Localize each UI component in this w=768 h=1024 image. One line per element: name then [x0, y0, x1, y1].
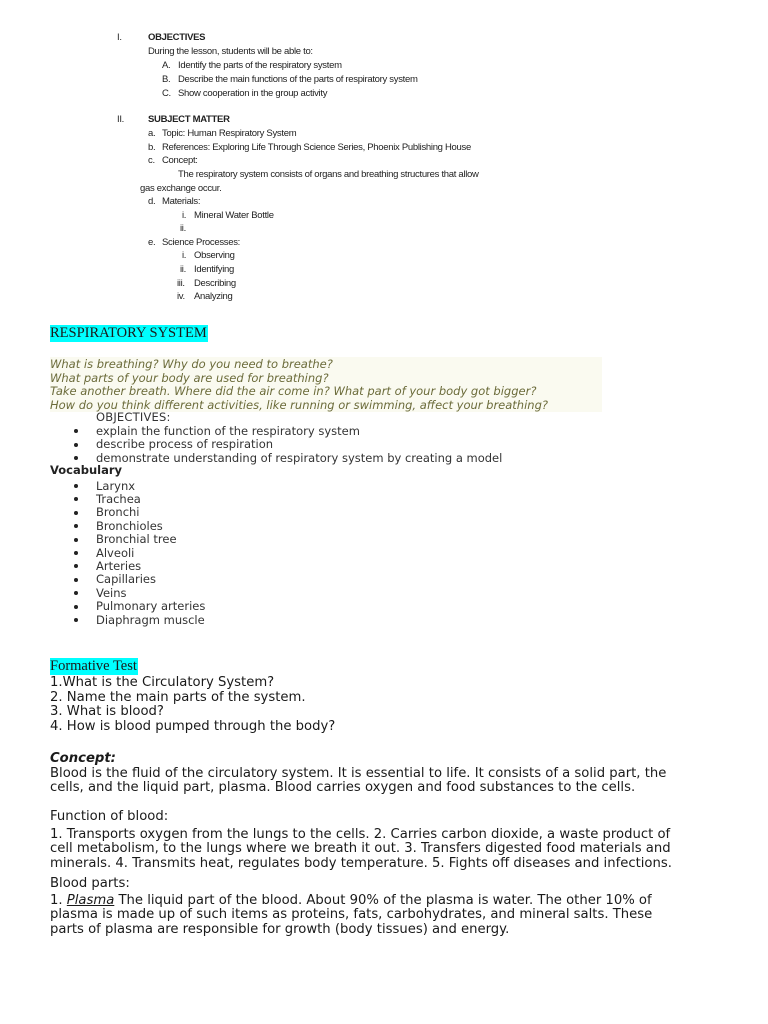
bullet-icon	[74, 578, 78, 582]
objective-text: Identify the parts of the respiratory system	[178, 60, 342, 71]
subject-label: d.	[148, 196, 156, 207]
warmup-question: What parts of your body are used for breathing?	[50, 371, 329, 385]
vocab-item: Alveoli	[96, 546, 135, 560]
plasma-term: Plasma	[66, 893, 115, 908]
plasma-line: plasma is made up of such items as proteins, fats, carbohydrates, and mineral salts. These	[50, 907, 653, 922]
bullet-icon	[74, 484, 78, 488]
concept-title: Concept:	[50, 751, 116, 766]
objective-label: C.	[162, 88, 171, 99]
respiratory-heading: RESPIRATORY SYSTEM	[50, 325, 207, 341]
formative-question: 4. How is blood pumped through the body?	[50, 719, 336, 734]
vocab-item: Larynx	[96, 479, 136, 493]
bullet-icon	[74, 511, 78, 515]
objective-text: Show cooperation in the group activity	[178, 88, 328, 99]
warmup-question: Take another breath. Where did the air come in? What part of your body got bigger?	[50, 384, 537, 398]
bullet-icon	[74, 551, 78, 555]
subject-references: References: Exploring Life Through Science Series, Phoenix Publishing House	[162, 142, 471, 153]
concept-text: The respiratory system consists of organs and breathing structures that allow	[178, 169, 479, 180]
subject-label: c.	[148, 155, 155, 166]
vocab-item: Trachea	[96, 492, 141, 506]
section-2-title: SUBJECT MATTER	[148, 114, 230, 125]
process-label: iv.	[177, 291, 185, 302]
function-line: 1. Transports oxygen from the lungs to the cells. 2. Carries carbon dioxide, a waste product of	[50, 827, 671, 842]
process-label: i.	[182, 250, 187, 261]
objective-item: explain the function of the respiratory system	[96, 424, 360, 438]
vocab-item: Pulmonary arteries	[96, 599, 206, 613]
material-label: ii.	[180, 223, 186, 234]
warmup-question: What is breathing? Why do you need to breathe?	[50, 357, 333, 371]
function-line: minerals. 4. Transmits heat, regulates body temperature. 5. Fights off diseases and infections.	[50, 856, 672, 871]
concept-text: gas exchange occur.	[140, 183, 222, 194]
bullet-icon	[74, 618, 78, 622]
section-1-intro: During the lesson, students will be able to:	[148, 46, 313, 57]
objective-label: A.	[162, 60, 171, 71]
objective-label: B.	[162, 74, 171, 85]
plasma-number: 1.	[50, 893, 63, 908]
plasma-line	[50, 893, 652, 908]
vocabulary-title: Vocabulary	[50, 463, 123, 477]
concept-line: Blood is the fluid of the circulatory system. It is essential to life. It consists of a solid part, the	[50, 766, 667, 781]
process-text: Analyzing	[194, 291, 233, 302]
bullet-icon	[74, 591, 78, 595]
material-text: Mineral Water Bottle	[194, 210, 274, 221]
subject-concept: Concept:	[162, 155, 198, 166]
vocab-item: Bronchioles	[96, 519, 163, 533]
bullet-icon	[74, 524, 78, 528]
subject-processes: Science Processes:	[162, 237, 241, 248]
bullet-icon	[74, 497, 78, 501]
objective-item: demonstrate understanding of respiratory system by creating a model	[96, 451, 503, 465]
objective-text: Describe the main functions of the parts of respiratory system	[178, 74, 418, 85]
subject-materials: Materials:	[162, 196, 201, 207]
function-title: Function of blood:	[50, 809, 169, 824]
concept-line: cells, and the liquid part, plasma. Blood carries oxygen and food substances to the cells.	[50, 780, 636, 795]
vocab-item: Bronchi	[96, 505, 140, 519]
section-1-title: OBJECTIVES	[148, 32, 206, 43]
process-text: Describing	[194, 278, 236, 289]
vocab-item: Arteries	[96, 559, 142, 573]
bullet-icon	[74, 564, 78, 568]
process-label: ii.	[180, 264, 186, 275]
formative-heading: Formative Test	[50, 658, 137, 674]
material-label: i.	[182, 210, 187, 221]
bullet-icon	[74, 429, 78, 433]
objectives-title: OBJECTIVES:	[96, 410, 171, 424]
warmup-question: How do you think different activities, like running or swimming, affect your breathing?	[50, 398, 548, 412]
bullet-icon	[74, 456, 78, 460]
formative-question: 1.What is the Circulatory System?	[50, 675, 275, 690]
subject-label: e.	[148, 237, 156, 248]
plasma-definition: The liquid part of the blood. About 90% of the plasma is water. The other 10% of	[114, 893, 652, 908]
function-line: cell metabolism, to the lungs where we breath it out. 3. Transfers digested food materials and	[50, 841, 671, 856]
formative-question: 2. Name the main parts of the system.	[50, 690, 306, 705]
subject-label: a.	[148, 128, 156, 139]
bullet-icon	[74, 605, 78, 609]
process-text: Identifying	[194, 264, 235, 275]
objective-item: describe process of respiration	[96, 437, 274, 451]
bullet-icon	[74, 538, 78, 542]
vocab-item: Bronchial tree	[96, 532, 177, 546]
blood-parts-title: Blood parts:	[50, 876, 130, 891]
vocab-item: Diaphragm muscle	[96, 613, 205, 627]
section-2-number: II.	[117, 114, 125, 125]
plasma-line: parts of plasma are responsible for growth (body tissues) and energy.	[50, 922, 510, 937]
process-text: Observing	[194, 250, 235, 261]
section-1-number: I.	[117, 32, 122, 43]
subject-topic: Topic: Human Respiratory System	[162, 128, 297, 139]
vocab-item: Veins	[96, 586, 127, 600]
formative-question: 3. What is blood?	[50, 704, 164, 719]
process-label: iii.	[177, 278, 185, 289]
subject-label: b.	[148, 142, 156, 153]
vocab-item: Capillaries	[96, 572, 156, 586]
bullet-icon	[74, 443, 78, 447]
